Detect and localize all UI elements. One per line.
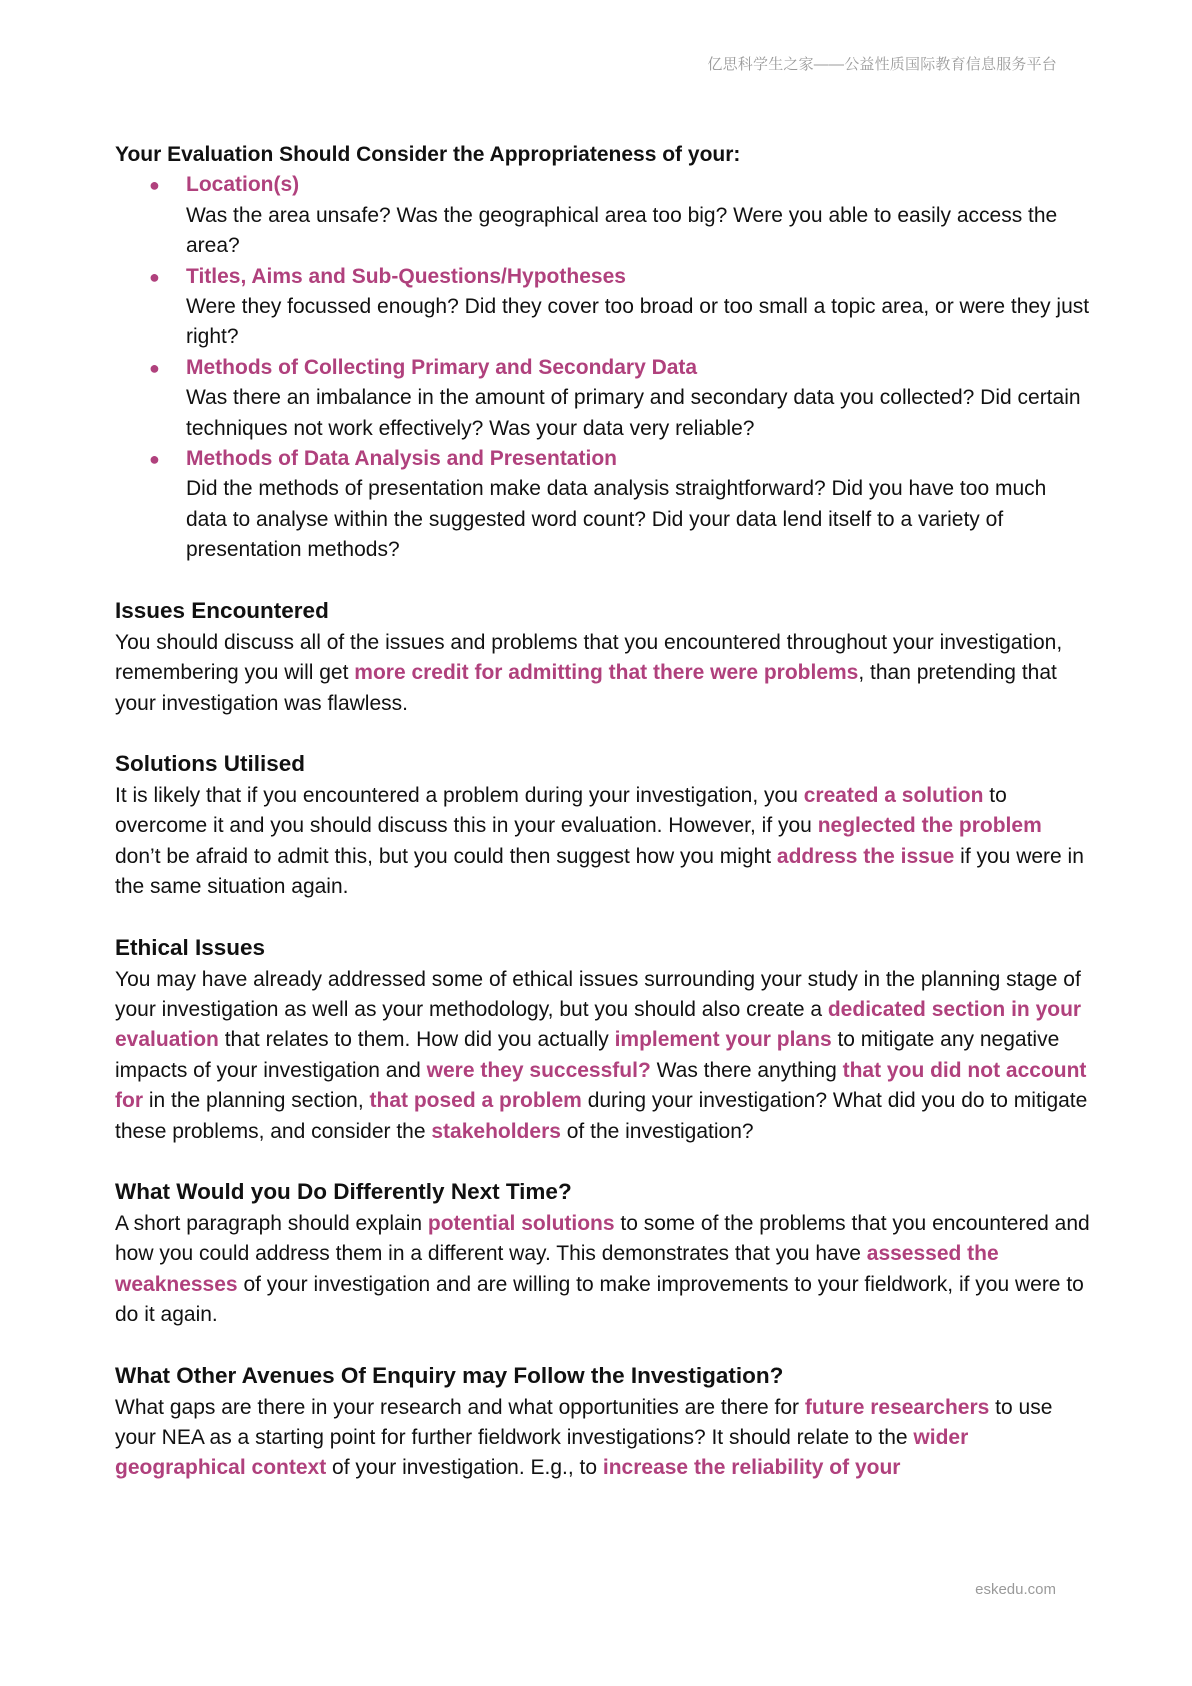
highlight-text: assessed the weaknesses [115,1242,999,1296]
highlight-text: dedicated section in your evaluation [115,997,1082,1052]
section-heading: What Other Avenues Of Enquiry may Follow the Investigation? [115,1362,784,1388]
criterion-title: Methods of Data Analysis and Presentation [186,447,617,471]
text-run: of the investigation? [560,1119,754,1143]
text-run: What gaps are there in your research and what opportunities are there for [115,1395,805,1419]
criterion-title: Methods of Collecting Primary and Secondary Data [186,355,698,379]
text-run: that relates to them. How did you actually [218,1028,615,1052]
text-run: A short paragraph should explain [115,1211,428,1235]
section-paragraph [115,1393,1090,1484]
criteria-list [115,170,1090,565]
page-header: 亿思科学生之家——公益性质国际教育信息服务平台 [707,56,1057,73]
section-paragraph [115,781,1090,903]
bullet-icon: ● [149,449,160,470]
list-item [115,262,1090,353]
text-run: of your investigation. E.g., to [326,1456,603,1480]
list-item [115,170,1090,261]
page-footer: eskedu.com [975,1581,1056,1598]
section-ethical [115,933,1090,1147]
list-item [115,444,1090,566]
text-run: during your investigation? What did you do to mitigate these problems, and consider the [115,1089,1088,1143]
section-avenues [115,1361,1090,1484]
highlight-text: more credit for admitting that there were problems [354,661,859,685]
highlight-text: future researchers [804,1395,990,1419]
text-run: to mitigate any negative impacts of your investigation and [115,1028,1060,1082]
criterion-desc: Was the area unsafe? Was the geographical area too big? Were you able to easily access the area? [186,203,1058,258]
bullet-icon: ● [149,266,160,287]
criterion-desc: Did the methods of presentation make data analysis straightforward? Did you have too much data to analyse within the suggested word count? Did your data lend itself to a variety of presentation methods? [186,477,1047,562]
highlight-text: neglected the problem [817,814,1042,838]
section-heading: Solutions Utilised [115,750,306,776]
criterion-title: Titles, Aims and Sub-Questions/Hypotheses [186,264,626,288]
criterion-title: Location(s) [186,173,300,197]
text-run: , than pretending that your investigation was flawless. [115,661,1057,715]
highlight-text: that posed a problem [369,1089,582,1113]
text-run: You should discuss all of the issues and problems that you encountered throughout your investigation, remembering you will get [115,630,1063,685]
text-run: You may have already addressed some of ethical issues surrounding your study in the planning stage of your investigation as well as your methodology, but you should also create a [115,967,1081,1021]
evaluation-intro: Your Evaluation Should Consider the Appropriateness of your: [115,143,741,166]
section-differently [115,1177,1090,1331]
section-paragraph [115,965,1090,1147]
section-heading: What Would you Do Differently Next Time? [115,1178,572,1204]
section-paragraph [115,1209,1090,1331]
text-run: in the planning section, [143,1089,370,1113]
highlight-text: increase the reliability of your [602,1456,901,1480]
highlight-text: potential solutions [427,1211,615,1235]
section-issues [115,596,1090,719]
highlight-text: created a solution [803,783,984,807]
text-run: don’t be afraid to admit this, but you could then suggest how you might [115,844,777,868]
bullet-icon: ● [149,357,160,378]
text-run: to overcome it and you should discuss this in your evaluation. However, if you [115,783,1007,838]
text-run: Was there anything [650,1058,843,1082]
section-heading: Issues Encountered [115,597,329,623]
highlight-text: that you did not account for [115,1058,1087,1113]
bullet-icon: ● [149,175,160,196]
list-item [115,353,1090,444]
section-solutions [115,749,1090,903]
highlight-text: implement your plans [614,1028,832,1052]
section-heading: Ethical Issues [115,934,266,960]
criterion-desc: Were they focussed enough? Did they cover too broad or too small a topic area, or were they just right? [186,295,1090,349]
text-run: It is likely that if you encountered a problem during your investigation, you [115,783,804,807]
document-body [115,140,1090,1484]
highlight-text: address the issue [776,844,955,868]
text-run: to some of the problems that you encountered and how you could address them in a different way. This demonstrates that you have [115,1211,1090,1266]
highlight-text: stakeholders [431,1119,561,1143]
text-run: to use your NEA as a starting point for further fieldwork investigations? It should relate to the [115,1395,1053,1449]
section-paragraph [115,628,1090,719]
highlight-text: were they successful? [426,1058,651,1082]
highlight-text: wider geographical context [115,1426,969,1480]
text-run: if you were in the same situation again. [115,844,1084,899]
criterion-desc: Was there an imbalance in the amount of primary and secondary data you collected? Did certain techniques not work effectively? Was your data very reliable? [186,386,1081,440]
text-run: of your investigation and are willing to make improvements to your fieldwork, if you were to do it again. [115,1272,1084,1327]
